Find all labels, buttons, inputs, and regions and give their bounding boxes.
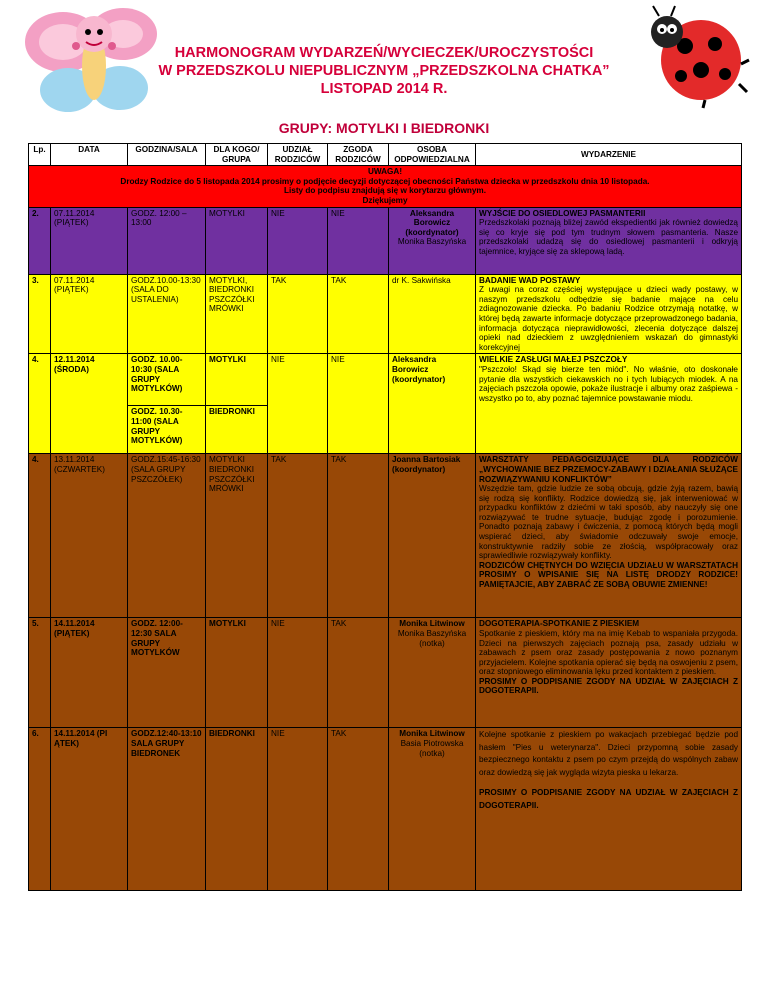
table-row: 2. 07.11.2014 (PIĄTEK) GODZ. 12:00 – 13:00 MOTYLKI NIE NIE Aleksandra Borowicz (koordynator) Monika Baszyńska WYJŚCIE DO OSIEDLOWEJ PASMANTERII Przedszkolaki poznają bliżej zawód ekspedientki jak również dowiedzą się co kryje się pod tym trudnym słowem pasmanteria. Nasze przedszkolaki udadzą się do osiedlowej pasmanterii i odkryją tajemnice, kryjące się za sklepową ladą. [29, 207, 742, 274]
table-row: 4. 12.11.2014 (ŚRODA) GODZ. 10.00-10:30 (SALA GRUPY MOTYLKÓW) MOTYLKI NIE NIE Aleksandra Borowicz (koordynator) WIELKIE ZASŁUGI MAŁEJ PSZCZOŁY "Pszczoło! Skąd się bierze ten miód". No właśnie, oto doskonałe pytanie dla wszystkich ciekawskich no i tych lubiących miodek. A na zajęciach pszczoła opowie, pokaże ilustracje i albumy oraz zaśpiewa - wszystko po to, aby poznać tajemnice powstawanie miodu. [29, 354, 742, 406]
schedule-table [28, 143, 742, 891]
col-participation: UDZIAŁ RODZICÓW [268, 144, 328, 166]
col-date: DATA [51, 144, 128, 166]
table-row: GODZ. 10.30-11:00 (SALA GRUPY MOTYLKÓW) BIEDRONKI [29, 406, 742, 454]
notice-row [29, 166, 742, 207]
col-person: OSOBA ODPOWIEDZIALNA [389, 144, 476, 166]
table-row: 6. 14.11.2014 (PI ĄTEK) GODZ.12:40-13:10 SALA GRUPY BIEDRONEK BIEDRONKI NIE TAK Monika Litwinow Basia Piotrowska (notka) Kolejne spotkanie z pieskiem po wakacjach przebiegać będzie pod hasłem "Pies u weterynarza". Dzieci przypomną sobie zasady bezpiecznego kontaktu z psem po czym przejdą do wspólnych zabaw oraz dowiedzą się jak wygląda wizyta pieska u lekarza. PROSIMY O PODPISANIE ZGODY NA UDZIAŁ W ZAJĘCIACH Z DOGOTERAPII. [29, 728, 742, 891]
col-group: DLA KOGO/ GRUPA [206, 144, 268, 166]
col-lp: Lp. [29, 144, 51, 166]
groups-subtitle: GRUPY: MOTYLKI I BIEDRONKI [278, 120, 490, 136]
ladybug-illustration [645, 4, 753, 112]
table-row: 4. 13.11.2014 (CZWARTEK) GODZ.15:45-16:30 (SALA GRUPY PSZCZÓŁEK) MOTYLKI BIEDRONKI PSZCZÓŁKI MRÓWKI TAK TAK Joanna Bartosiak (koordynator) WARSZTATY PEDAGOGIZUJĄCE DLA RODZICÓW „WYCHOWANIE BEZ PRZEMOCY-ZABAWY I DZIAŁANIA SŁUŻĄCE ROZWIĄZYWANIU KONFLIKTÓW” Wszędzie tam, gdzie ludzie ze sobą obcują, gdzie żyją razem, bawią się rodzą się konflikty. Rodzice dowiedzą się, jak interweniować w przypadku konfliktów z dziećmi w taki sposób, aby nauczyły się one rozwiązywać te trudne sytuacje, budując zgodę i porozumienie. Ponadto poznają zabawy i ćwiczenia, z pomocą których będą mogli wspierać dzieci, aby świadomie odczuwały swoje emocje, konstruktywnie radziły sobie ze złością, współpracowały oraz sprawiedliwie rozwiązywały konflikty. RODZICÓW CHĘTNYCH DO WZIĘCIA UDZIAŁU W WARSZTATACH PROSIMY O WPISANIE SIĘ NA LISTĘ DRODZY RODZICE! PAMIĘTAJCIE, ABY ZABRAĆ ZE SOBĄ OBUWIE ZMIENNE! [29, 454, 742, 618]
col-event: WYDARZENIE [476, 144, 742, 166]
table-row: 3. 07.11.2014 (PIĄTEK) GODZ.10.00-13:30 (SALA DO USTALENIA) MOTYLKI, BIEDRONKI PSZCZÓŁKI MRÓWKI TAK TAK dr K. Sakwińska BADANIE WAD POSTAWY Z uwagi na coraz częściej występujące u dzieci wady postawy, w naszym przedszkolu odbędzie się badanie mające na celu zdiagnozowanie dziecka. Po badaniu Rodzice otrzymają notatkę, w której będą zawarte informacje dotyczące przeprowadzonego badania, informacja dotycząca nieprawidłowości, zlecenia dotyczące dalszej opieki nad dzieckiem z uwzględnieniem wskazań do gimnastyki korekcyjnej [29, 274, 742, 354]
col-time: GODZINA/SALA [128, 144, 206, 166]
col-consent: ZGODA RODZICÓW [328, 144, 389, 166]
notice: UWAGA! Drodzy Rodzice do 5 listopada 2014 prosimy o podjęcie decyzji dotyczącej obecności Państwa dziecka w przedszkolu dnia 10 listopada. Listy do podpisu znajdują się w korytarzu głównym. Dziękujemy [29, 166, 742, 207]
document-title: HARMONOGRAM WYDARZEŃ/WYCIECZEK/UROCZYSTOŚCI W PRZEDSZKOLU NIEPUBLICZNYM „PRZEDSZKOLNA CHATKA” LISTOPAD 2014 R. [158, 45, 610, 97]
table-row: 5. 14.11.2014 (PIĄTEK) GODZ. 12:00-12:30 SALA GRUPY MOTYLKÓW MOTYLKI NIE TAK Monika Litwinow Monika Baszyńska (notka) DOGOTERAPIA-SPOTKANIE Z PIESKIEM Spotkanie z pieskiem, który ma na imię Kebab to wspaniała przygoda. Dzieci na pierwszych zajęciach poznają psa, zasady udziału w zabawach z psem oraz zasady postępowania z nowo poznanym przyjacielem. Kolejne spotkania opierać się będą na oswojeniu z psem, oraz stopniowego eliminowania lęku przed kontaktem z pieskiem. PROSIMY O PODPISANIE ZGODY NA UDZIAŁ W ZAJĘCIACH Z DOGOTERAPII. [29, 618, 742, 728]
header-row [29, 144, 742, 166]
